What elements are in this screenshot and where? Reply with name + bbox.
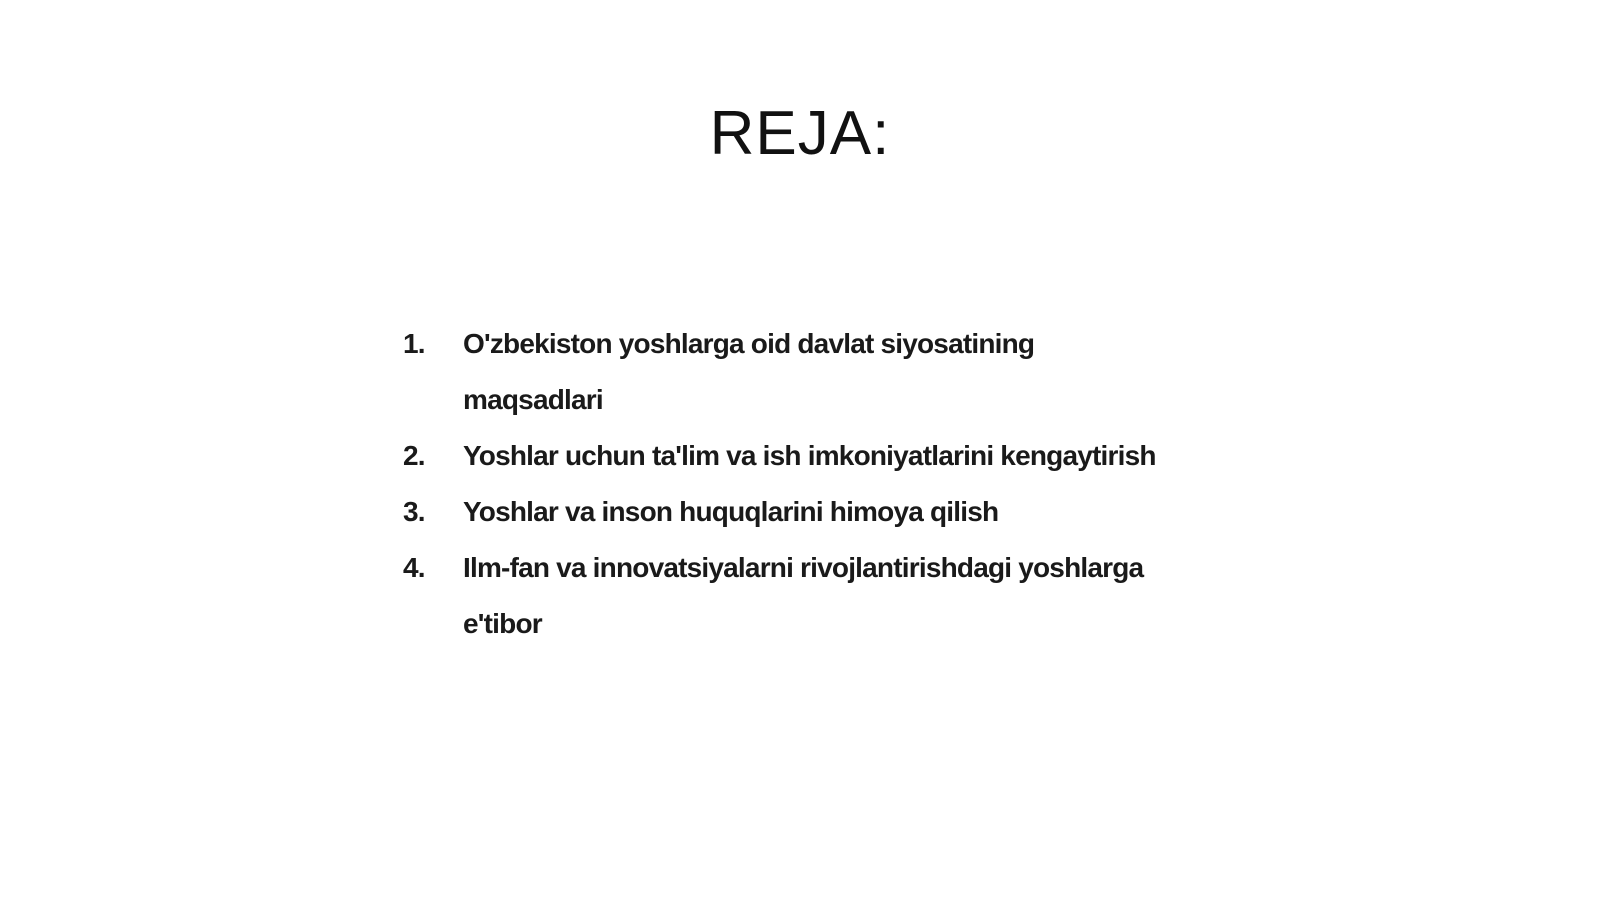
plan-item-2 [403, 428, 1163, 484]
plan-item-number: 2. [403, 440, 425, 471]
slide-title: REJA: [709, 99, 891, 168]
plan-item-number: 4. [403, 552, 425, 583]
plan-item-text: O'zbekiston yoshlarga oid davlat siyosatining maqsadlari [463, 328, 1035, 415]
plan-item-4 [403, 540, 1163, 652]
plan-item-text: Yoshlar uchun ta'lim va ish imkoniyatlarini kengaytirish [463, 440, 1156, 471]
plan-item-text: Yoshlar va inson huquqlarini himoya qilish [463, 496, 999, 527]
plan-list [403, 316, 1163, 652]
plan-item-number: 3. [403, 496, 425, 527]
plan-item-3 [403, 484, 1163, 540]
plan-item-text: Ilm-fan va innovatsiyalarni rivojlantirishdagi yoshlarga e'tibor [463, 552, 1144, 639]
plan-item-number: 1. [403, 328, 425, 359]
plan-item-1 [403, 316, 1163, 428]
